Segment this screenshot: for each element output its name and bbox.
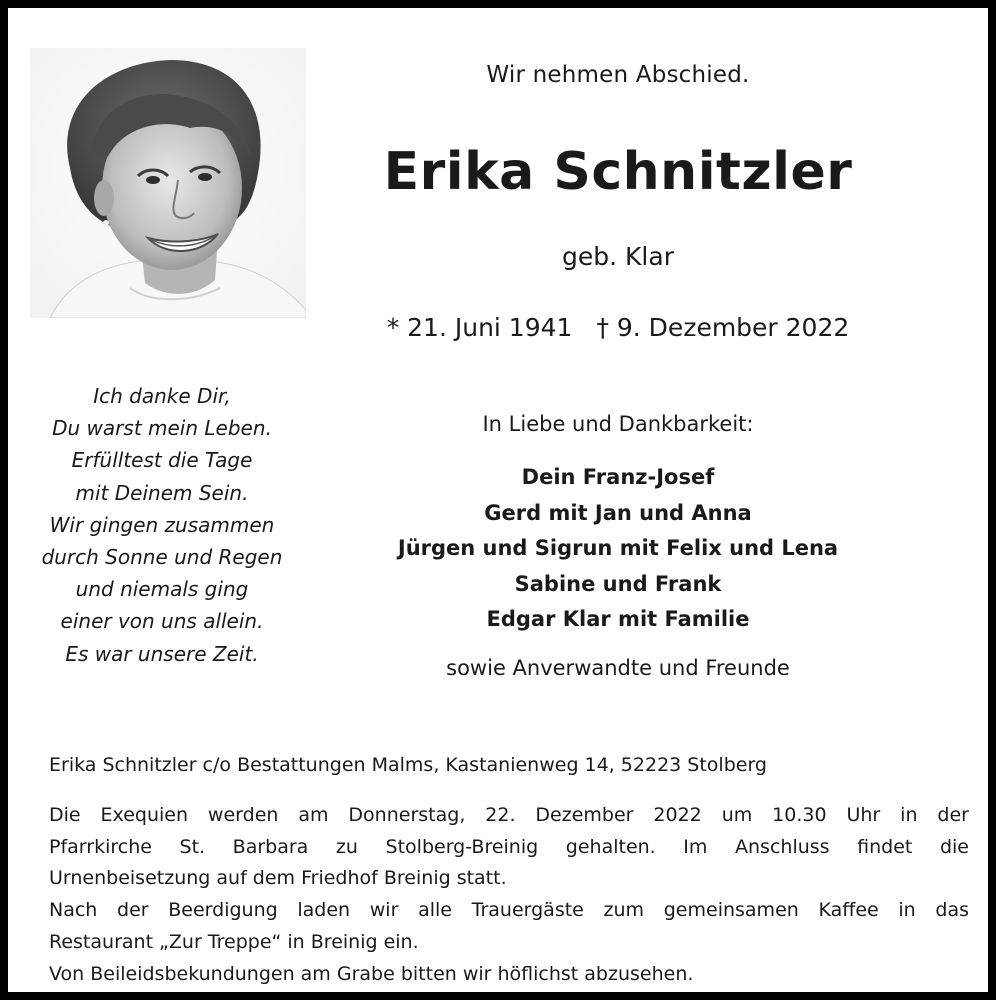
details-line: Pfarrkirche St. Barbara zu Stolberg-Breinig gehalten. Im Anschluss findet die [49, 835, 969, 858]
memorial-poem [22, 380, 302, 670]
family-member: Gerd mit Jan und Anna [484, 500, 752, 525]
poem-line: Erfülltest die Tage [71, 448, 253, 473]
poem-line: durch Sonne und Regen [41, 545, 283, 570]
farewell-intro: Wir nehmen Abschied. [486, 62, 750, 88]
poem-line: Ich danke Dir, [93, 384, 231, 408]
family-list [358, 460, 878, 638]
birth-name: geb. Klar [562, 242, 674, 271]
portrait-photo [30, 48, 306, 318]
birth-date: * 21. Juni 1941 [386, 313, 573, 342]
relatives-line: sowie Anverwandte und Freunde [446, 656, 790, 680]
family-member: Edgar Klar mit Familie [486, 607, 750, 631]
poem-line: Wir gingen zusammen [49, 512, 275, 537]
details-line: Die Exequien werden am Donnerstag, 22. Dezember 2022 um 10.30 Uhr in der [49, 804, 969, 826]
contact-address: Erika Schnitzler c/o Bestattungen Malms, Kastanienweg 14, 52223 Stolberg [49, 754, 767, 776]
poem-line: Du warst mein Leben. [52, 416, 272, 441]
details-line: Nach der Beerdigung laden wir alle Trauergäste zum gemeinsamen Kaffee in das [49, 899, 969, 922]
poem-line: und niemals ging [75, 577, 249, 602]
family-member: Dein Franz-Josef [521, 465, 715, 489]
details-line: Urnenbeisetzung auf dem Friedhof Breinig statt. [49, 867, 507, 890]
details-line: Von Beileidsbekundungen am Grabe bitten wir höflichst abzusehen. [49, 962, 694, 985]
funeral-details [49, 800, 969, 990]
deceased-name: Erika Schnitzler [383, 142, 853, 202]
poem-line: einer von uns allein. [60, 609, 264, 634]
family-member: Sabine und Frank [514, 571, 722, 596]
details-line: Restaurant „Zur Treppe“ in Breinig ein. [49, 930, 419, 953]
mourners-heading: In Liebe und Dankbarkeit: [482, 412, 754, 436]
death-date: † 9. Dezember 2022 [596, 313, 850, 342]
life-dates [348, 313, 888, 342]
family-member: Jürgen und Sigrun mit Felix und Lena [397, 536, 839, 560]
poem-line: Es war unsere Zeit. [65, 641, 259, 666]
poem-line: mit Deinem Sein. [75, 480, 249, 505]
